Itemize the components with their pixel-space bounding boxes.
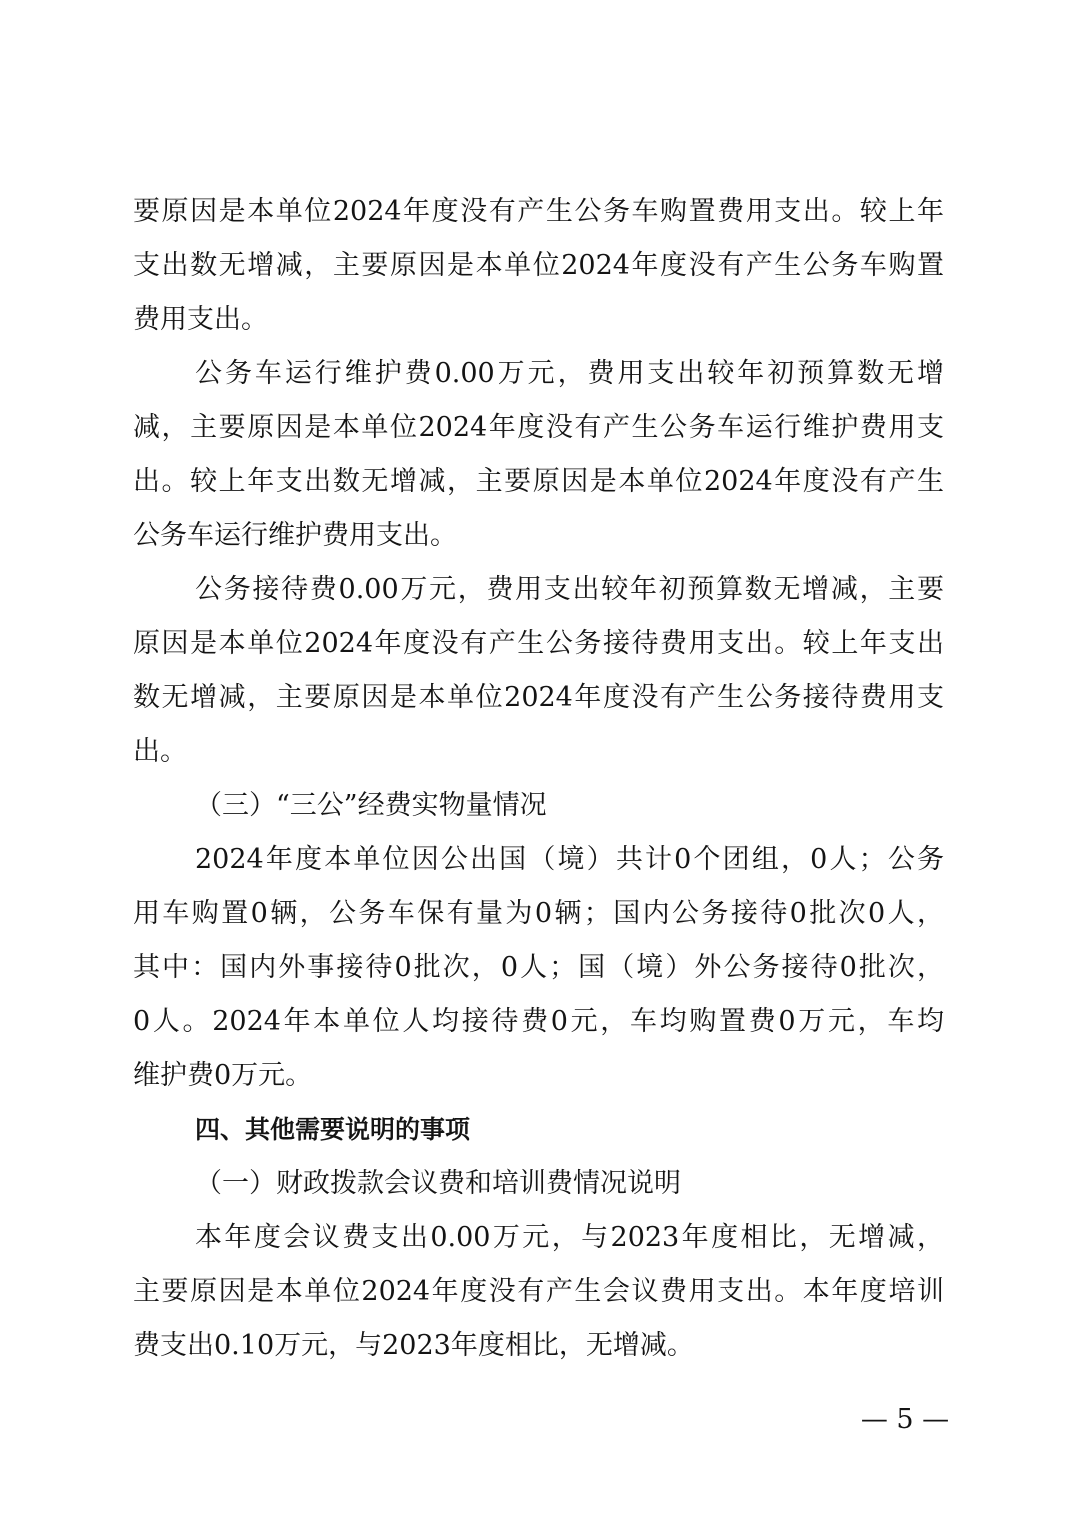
paragraph-line: 0人。2024年本单位人均接待费0元，车均购置费0万元，车均 <box>133 1006 944 1037</box>
paragraph-line: 原因是本单位2024年度没有产生公务接待费用支出。较上年支出 <box>133 628 944 659</box>
paragraph-line: 费支出0.10万元，与2023年度相比，无增减。 <box>133 1330 694 1361</box>
paragraph-line: 公务车运行维护费0.00万元，费用支出较年初预算数无增 <box>195 358 944 389</box>
page-number: — 5 — <box>860 1404 950 1435</box>
section-heading: （三）“三公”经费实物量情况 <box>195 790 547 821</box>
paragraph-line: 维护费0万元。 <box>133 1060 313 1091</box>
paragraph-line: 公务车运行维护费用支出。 <box>133 520 457 551</box>
paragraph-line: 主要原因是本单位2024年度没有产生会议费用支出。本年度培训 <box>133 1276 944 1307</box>
document-body <box>133 185 944 1373</box>
paragraph-line: 公务接待费0.00万元，费用支出较年初预算数无增减，主要 <box>195 574 944 605</box>
chapter-heading: 四、其他需要说明的事项 <box>195 1115 471 1144</box>
paragraph-line: 2024年度本单位因公出国（境）共计0个团组，0人；公务 <box>195 844 944 875</box>
paragraph-line: 出。 <box>133 736 187 767</box>
paragraph-line: 要原因是本单位2024年度没有产生公务车购置费用支出。较上年 <box>133 196 944 227</box>
paragraph-line: 出。较上年支出数无增减，主要原因是本单位2024年度没有产生 <box>133 466 944 497</box>
paragraph-line: 减，主要原因是本单位2024年度没有产生公务车运行维护费用支 <box>133 412 944 443</box>
paragraph-line: 其中：国内外事接待0批次，0人；国（境）外公务接待0批次， <box>133 952 944 983</box>
paragraph-line: 用车购置0辆，公务车保有量为0辆；国内公务接待0批次0人， <box>133 898 944 929</box>
paragraph-line: 数无增减，主要原因是本单位2024年度没有产生公务接待费用支 <box>133 682 944 713</box>
section-heading: （一）财政拨款会议费和培训费情况说明 <box>195 1168 681 1199</box>
paragraph-line: 支出数无增减，主要原因是本单位2024年度没有产生公务车购置 <box>133 250 944 281</box>
paragraph-line: 费用支出。 <box>133 304 268 335</box>
paragraph-line: 本年度会议费支出0.00万元，与2023年度相比，无增减， <box>195 1222 944 1253</box>
